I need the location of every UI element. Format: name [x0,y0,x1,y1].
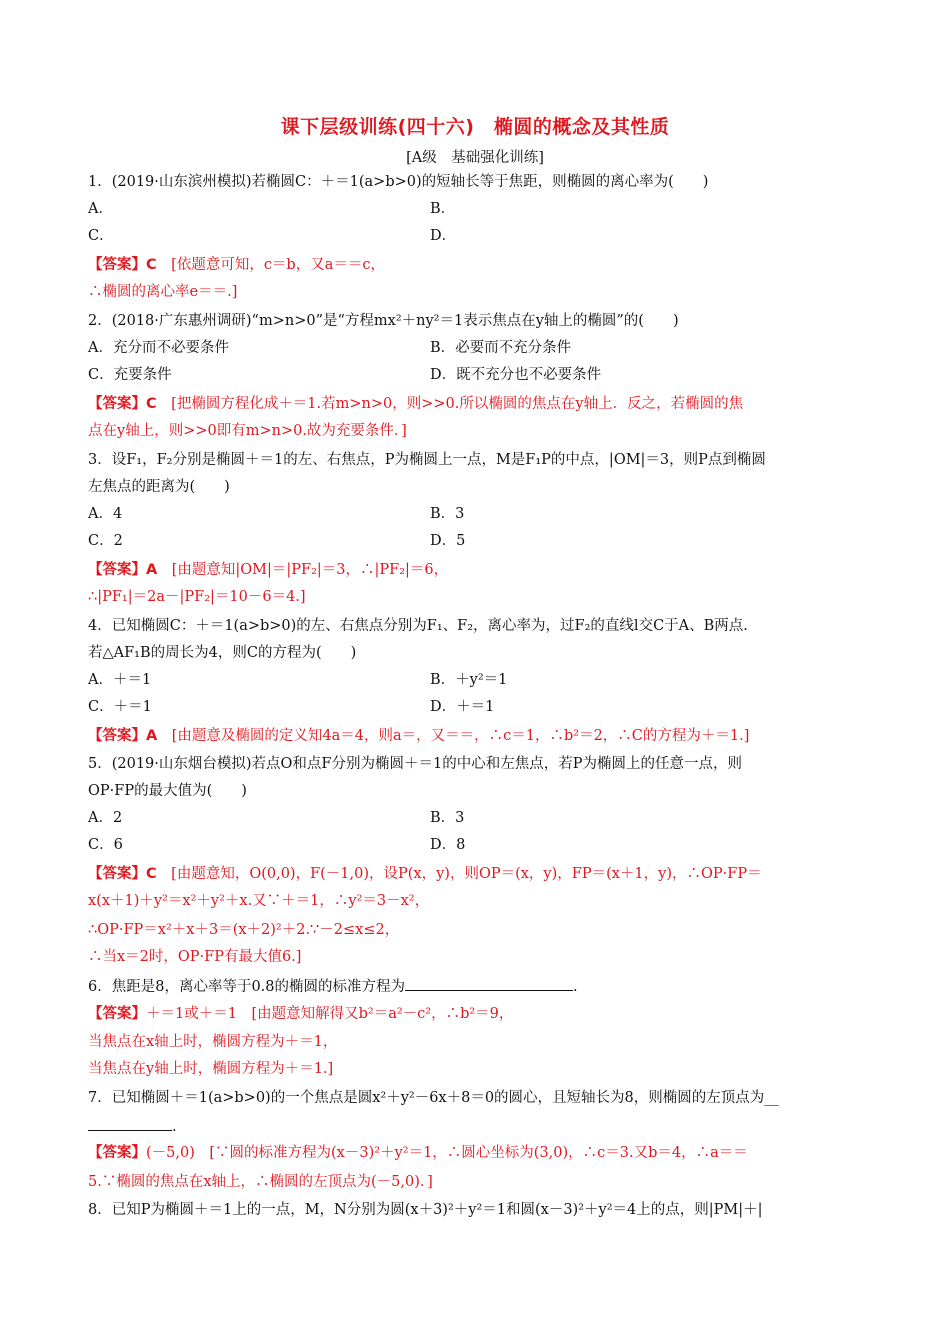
answer-blank[interactable] [405,976,573,991]
option-left [88,199,113,219]
line-text: 若△AF₁B的周长为4，则C的方程为( ) [88,645,357,661]
line-text: C．＋＝1 [88,699,152,715]
answer-label: 【答案】 [88,1006,146,1022]
text-line [88,1116,177,1137]
text-line [88,477,230,497]
option-left [88,697,152,717]
line-text: C．充要条件 [88,367,172,383]
line-text: 点在y轴上，则>>0即有m>n>0.故为充要条件．] [88,423,407,439]
line-text: ＋＝1或＋＝1 [由题意知解得又b²＝a²－c²，∴b²＝9， [146,1006,514,1022]
line-text: 3．设F₁，F₂分别是椭圆＋＝1的左、右焦点，P为椭圆上一点，M是F₁P的中点，|OM|＝3，则P点到椭圆 [88,452,766,468]
line-text: 5．(2019·山东烟台模拟)若点O和点F分别为椭圆＋＝1的中心和左焦点，若P为椭圆上的任意一点，则 [88,756,742,772]
line-text: A．充分而不必要条件 [88,340,229,356]
line-text: C． [88,228,114,244]
option-left [88,670,151,690]
option-left [88,531,123,551]
option-left [88,226,114,246]
section-subtitle: [A级 基础强化训练] [406,150,544,166]
text-line [88,643,356,663]
line-text: 7．已知椭圆＋＝1(a>b>0)的一个焦点是圆x²＋y²－6x＋8＝0的圆心，且短轴长为8，则椭圆的左顶点为__ [88,1090,779,1106]
line-text: ∴|PF₁|＝2a－|PF₂|＝10－6＝4.] [88,589,306,605]
answer-line [88,1004,513,1024]
text-line [88,1088,779,1108]
line-text: C．6 [88,837,123,853]
line-text: ∴当x＝2时，OP·FP有最大值6.] [88,949,302,965]
document-title: 课下层级训练(四十六) 椭圆的概念及其性质 [280,116,670,138]
option-right: D．＋＝1 [430,699,495,715]
answer-label: 【答案】C [88,396,157,412]
option-right: D．5 [430,533,466,549]
line-text: A． [88,201,113,217]
answer-label: 【答案】A [88,562,158,578]
line-text: 2．(2018·广东惠州调研)“m>n>0”是“方程mx²＋ny²＝1表示焦点在y轴上的椭圆”的( ) [88,313,679,329]
line-text: 当焦点在x轴上时，椭圆方程为＋＝1， [88,1034,338,1050]
line-text: 4．已知椭圆C：＋＝1(a>b>0)的左、右焦点分别为F₁、F₂，离心率为，过F₂的直线l交C于A、B两点. [88,618,748,634]
option-right: D．8 [430,837,466,853]
answer-line [88,1143,748,1163]
option-right: D． [430,228,457,244]
line-text: [由题意知|OM|＝|PF₂|＝3，∴|PF₂|＝6， [157,562,449,578]
answer-line [88,864,762,884]
answer-line [88,726,749,746]
text-line [88,920,399,940]
line-text: A．2 [88,810,123,826]
text-line [88,781,247,801]
answer-line [88,394,743,414]
text-line [88,947,301,967]
text-line [88,282,237,302]
line-text: 左焦点的距离为( ) [88,479,230,495]
answer-label: 【答案】C [88,257,157,273]
line-text: 5.∵椭圆的焦点在x轴上，∴椭圆的左顶点为(－5,0)．] [88,1174,433,1190]
line-tail: . [573,979,578,995]
option-right: B．必要而不充分条件 [430,340,572,356]
answer-label: 【答案】 [88,1145,146,1161]
line-text: 当焦点在y轴上时，椭圆方程为＋＝1.] [88,1061,334,1077]
line-text: 8．已知P为椭圆＋＝1上的一点，M，N分别为圆(x＋3)²＋y²＝1和圆(x－3)²＋y²＝4上的点，则|PM|＋| [88,1202,763,1218]
text-line [88,587,306,607]
option-left [88,504,122,524]
line-text: x(x＋1)＋y²＝x²＋y²＋x.又∵＋＝1，∴y²＝3－x²， [88,893,430,909]
option-right: B．＋y²＝1 [430,672,508,688]
text-line [88,450,766,470]
option-left [88,338,229,358]
line-text: C．2 [88,533,123,549]
answer-line [88,560,448,580]
text-line [88,172,708,192]
line-text: [依题意可知，c＝b，又a＝＝c， [156,257,385,273]
text-line [88,1059,333,1079]
line-text: [由题意知，O(0,0)，F(－1,0)，设P(x，y)，则OP＝(x，y)，FP＝(x＋1，y)，∴OP·FP＝ [156,866,762,882]
text-line [88,754,742,774]
line-text: 1．(2019·山东滨州模拟)若椭圆C：＋＝1(a>b>0)的短轴长等于焦距，则椭圆的离心率为( ) [88,174,709,190]
line-text: 6．焦距是8，离心率等于0.8的椭圆的标准方程为 [88,979,406,995]
text-line [88,311,679,331]
line-text: A．＋＝1 [88,672,152,688]
option-left [88,365,172,385]
line-text: ∴椭圆的离心率e＝＝.] [88,284,238,300]
option-left [88,808,122,828]
text-line [88,1200,763,1220]
line-text: (－5,0) [∵圆的标准方程为(x－3)²＋y²＝1，∴圆心坐标为(3,0)，∴c＝3.又b＝4，∴a＝＝ [146,1145,748,1161]
text-line [88,1172,433,1192]
option-right: D．既不充分也不必要条件 [430,367,602,383]
text-line [88,891,429,911]
option-right: B．3 [430,506,465,522]
answer-label: 【答案】C [88,866,157,882]
line-text: [由题意及椭圆的定义知4a＝4，则a＝，又＝＝，∴c＝1，∴b²＝2，∴C的方程为＋＝1.] [157,728,750,744]
text-line [88,421,407,441]
answer-blank[interactable] [88,1116,172,1131]
option-left [88,835,123,855]
line-tail: . [172,1119,177,1135]
line-text: A．4 [88,506,123,522]
line-text: OP·FP的最大值为( ) [88,783,247,799]
option-right: B． [430,201,456,217]
answer-label: 【答案】A [88,728,158,744]
text-line [88,1032,337,1052]
text-line [88,976,578,997]
text-line [88,616,748,636]
answer-line [88,255,385,275]
option-right: B．3 [430,810,465,826]
line-text: ∴OP·FP＝x²＋x＋3＝(x＋2)²＋2.∵－2≤x≤2， [88,922,400,938]
line-text: [把椭圆方程化成＋＝1.若m>n>0，则>>0.所以椭圆的焦点在y轴上．反之，若椭圆的焦 [156,396,744,412]
